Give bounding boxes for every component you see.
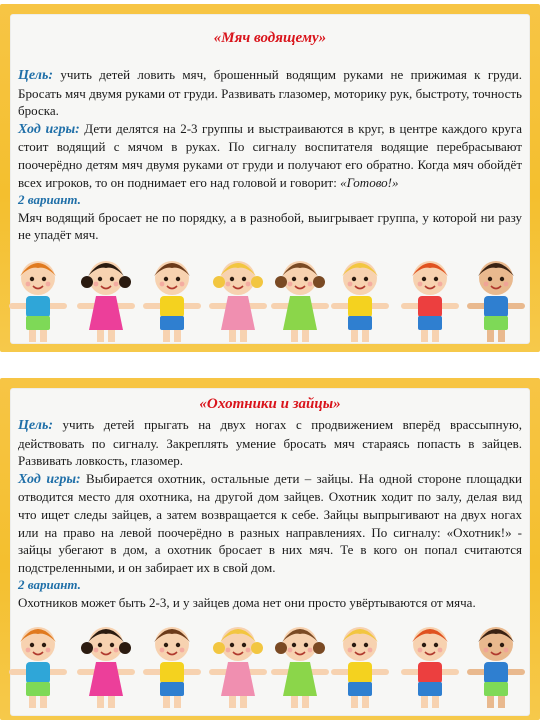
- child-figure: [404, 627, 456, 708]
- variant-label: 2 вариант.: [18, 577, 81, 593]
- variant-paragraph: Охотников может быть 2-3, и у зайцев дома нет они просто увёртываются от мяча.: [18, 594, 476, 610]
- child-figure: [146, 261, 198, 342]
- card-body: [10, 416, 530, 612]
- course-paragraph: [18, 470, 522, 577]
- goal-label: Цель:: [18, 418, 53, 433]
- child-figure: [334, 261, 386, 342]
- children-holding-hands-image: [0, 244, 540, 342]
- course-label: Ход игры:: [18, 471, 81, 487]
- child-figure: [146, 627, 198, 708]
- course-label: Ход игры:: [18, 121, 80, 137]
- child-figure: [80, 627, 132, 708]
- game-card-hunters-and-hares: [0, 378, 540, 720]
- course-text: Дети делятся на 2-3 группы и выстраиваются в круг, в центре каждого круга стоит водящий с мячом в руках. По сигналу воспитателя водящие перебрасывают поочерёдно детям мяч двумя руками от груди и получают его обратно. Когда мяч обойдёт всех игроков, то он поднимает его над головой и говорит:: [18, 120, 522, 190]
- child-figure: [12, 261, 64, 342]
- child-figure: [212, 261, 264, 342]
- child-figure: [274, 261, 326, 342]
- game-card-ball-to-leader: [0, 4, 540, 352]
- children-illustration: [0, 244, 540, 342]
- card-title: «Охотники и зайцы»: [199, 396, 341, 412]
- course-quote: «Готово!»: [340, 174, 399, 190]
- child-figure: [212, 627, 264, 708]
- child-figure: [274, 627, 326, 708]
- goal-paragraph: [18, 416, 522, 470]
- variant-label: 2 вариант.: [18, 192, 81, 208]
- goal-paragraph: [18, 66, 522, 120]
- variant-heading: [18, 191, 522, 209]
- children-illustration: [0, 610, 540, 708]
- course-paragraph: [18, 120, 522, 191]
- child-figure: [404, 261, 456, 342]
- child-figure: [12, 627, 64, 708]
- course-text: Выбирается охотник, остальные дети – зайцы. На одной стороне площадки отводится место для охотника, на другой дом зайцев. Охотник ходит по залу, делая вид что ищет следы зайцев, а затем возвращается к себе. Зайцы выпрыгивают на двух ногах или на право на левой поочерёдно в разных направлениях. По сигналу: «Охотник!» - зайцы убегают в дом, а охотник бросает в них мяч. Те в кого он попал считаются подстреленными, и он забирает их в свой дом.: [18, 470, 523, 575]
- goal-text: учить детей ловить мяч, брошенный водящим руками не прижимая к груди. Бросать мяч двумя руками от груди. Развивать глазомер, моторику рук, быстроту, точность броска.: [18, 67, 522, 119]
- child-figure: [334, 627, 386, 708]
- child-figure: [470, 261, 522, 342]
- goal-label: Цель:: [18, 68, 53, 83]
- card-body: [10, 66, 530, 244]
- variant-paragraph: Мяч водящий бросает не по порядку, а в разнобой, выигрывает группа, у которой ни разу не упадёт мяч.: [18, 209, 522, 243]
- goal-text: учить детей прыгать на двух ногах с продвижением вперёд врассыпную, действовать по сигналу. Закреплять умение бросать мяч стараясь попасть в зайцев. Развивать ловкость, глазомер.: [18, 417, 522, 469]
- children-holding-hands-image: [0, 610, 540, 708]
- child-figure: [470, 627, 522, 708]
- variant-heading: [18, 576, 522, 594]
- card-title: «Мяч водящему»: [213, 30, 327, 46]
- child-figure: [80, 261, 132, 342]
